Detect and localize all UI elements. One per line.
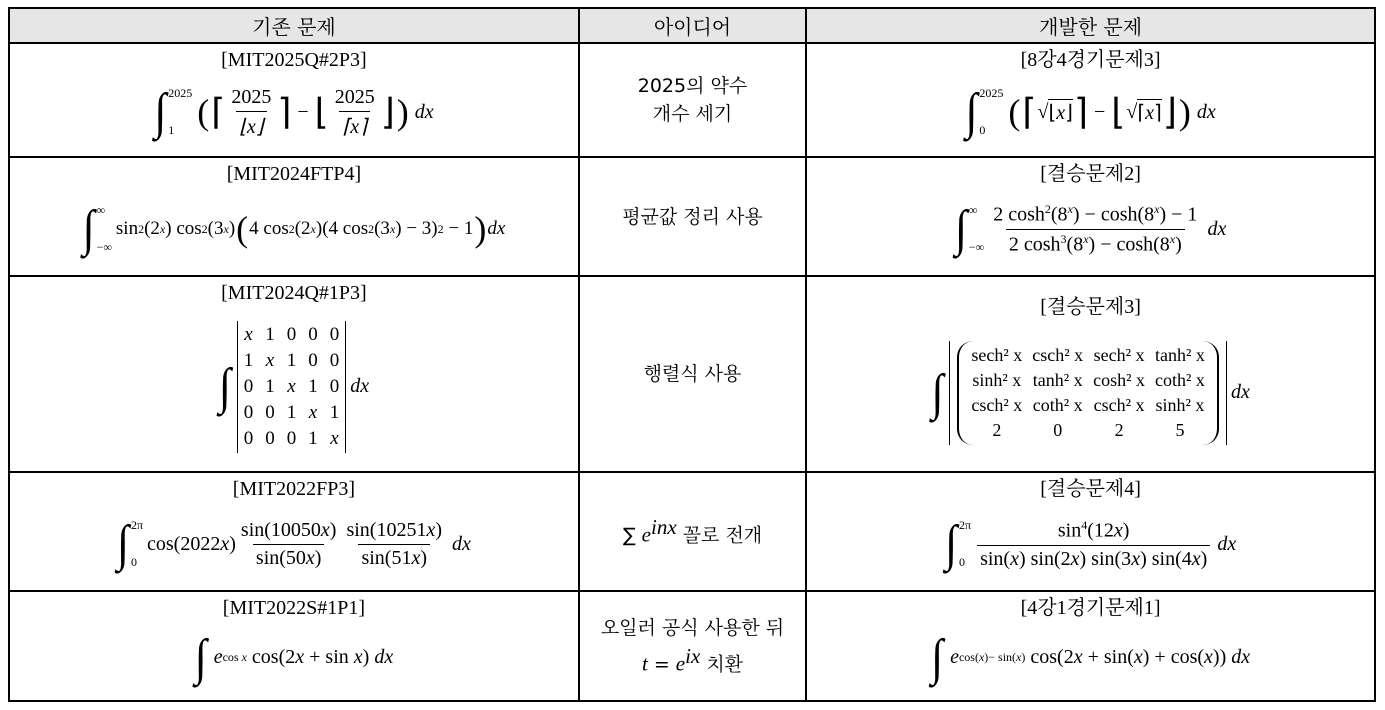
- matrix-cell: 2: [1114, 419, 1124, 440]
- matrix-cell: x: [287, 375, 296, 397]
- idea-line: $t = e^{ix}$ 치환: [641, 643, 744, 675]
- matrix-cell: 1: [286, 401, 297, 423]
- matrix-cell: 0: [265, 401, 275, 423]
- matrix-cell: 0: [243, 401, 254, 423]
- matrix-cell: 5: [1175, 419, 1185, 440]
- table-row: [9, 472, 1375, 590]
- matrix-cell: 0: [329, 349, 340, 371]
- source-label: [MIT2022S#1P1]: [222, 596, 366, 619]
- developed-cell: [806, 472, 1375, 590]
- matrix-cell: 0: [243, 375, 254, 397]
- matrix-cell: 0: [243, 427, 254, 449]
- hyperbolic-matrix: [957, 341, 1219, 445]
- source-formula: ∫ e cos x cos(2 x + sin x ) dx: [194, 628, 394, 686]
- matrix-cell: sinh² x: [1155, 394, 1205, 415]
- idea-line: 2025의 약수: [637, 75, 748, 98]
- developed-label: [결승문제2]: [1040, 163, 1141, 186]
- source-cell: [9, 472, 579, 590]
- matrix-cell: 1: [243, 349, 254, 371]
- source-formula: ∫ ∞ −∞ sin 2 (2 x ) cos 2 (3 x ) ( 4 cos 2 (2 x )(4 cos 2 (3 x ) − 3) 2 − 1 ) dx: [82, 200, 506, 258]
- matrix-cell: 0: [286, 323, 297, 345]
- matrix-cell: csch² x: [1093, 394, 1145, 415]
- matrix-cell: coth² x: [1032, 394, 1083, 415]
- matrix-cell: 1: [265, 375, 275, 397]
- matrix-cell: tanh² x: [1032, 369, 1083, 390]
- idea-cell: [579, 591, 806, 701]
- developed-formula: ∫ sech² x csch² x sech² x tanh² x sinh² x tanh² x cosh² x coth² x csch² x coth² x csch² x sinh² x 2 0 2 5 dx: [807, 319, 1374, 467]
- matrix-cell: tanh² x: [1155, 344, 1205, 365]
- idea-line: 개수 세기: [652, 103, 733, 126]
- developed-cell: [806, 157, 1375, 275]
- matrix-cell: sech² x: [971, 344, 1023, 365]
- table-row: [9, 157, 1375, 275]
- matrix-cell: 0: [308, 323, 318, 345]
- matrix-cell: 0: [329, 375, 340, 397]
- developed-formula: ∫ ∞ −∞ $\frac{2 \cosh^2(8^x) - \cosh(8^x) - 1}{2 \cosh^3(8^x) - \cosh(8^x)}$ dx: [954, 200, 1227, 258]
- matrix-cell: 1: [329, 401, 340, 423]
- idea-line: ∑ $e^{inx}$ 꼴로 전개: [622, 515, 763, 547]
- developed-cell: [806, 276, 1375, 473]
- matrix-cell: 0: [286, 427, 297, 449]
- header-row: [9, 8, 1375, 43]
- idea-cell: [579, 276, 806, 473]
- matrix-cell: coth² x: [1155, 369, 1205, 390]
- source-cell: [9, 43, 579, 157]
- developed-formula: ∫ 2π 0 $\frac{\sin^4(12x)}{\sin(x) \sin(2x) \sin(3x) \sin(4x)}$ dx: [944, 515, 1237, 572]
- developed-label: [결승문제4]: [1040, 478, 1141, 501]
- source-cell: [9, 157, 579, 275]
- matrix-cell: csch² x: [1032, 344, 1084, 365]
- matrix-cell: cosh² x: [1093, 369, 1146, 390]
- matrix-cell: 0: [308, 349, 318, 371]
- matrix-cell: sech² x: [1093, 344, 1145, 365]
- table-row: [9, 591, 1375, 701]
- developed-label: [결승문제3]: [1040, 295, 1141, 318]
- header-developed: 개발한 문제: [806, 8, 1375, 43]
- developed-formula: ∫ e cos(x)− sin(x) cos(2 x + sin( x ) + cos( x )) dx: [931, 628, 1251, 686]
- source-label: [MIT2024FTP4]: [226, 163, 362, 186]
- developed-cell: [806, 43, 1375, 157]
- matrix-cell: sinh² x: [972, 369, 1022, 390]
- idea-line: 행렬식 사용: [643, 363, 742, 386]
- matrix-cell: 0: [329, 323, 340, 345]
- matrix-cell: x: [330, 427, 339, 449]
- matrix-cell: 0: [1053, 419, 1063, 440]
- matrix-cell: 1: [308, 375, 318, 397]
- matrix-cell: csch² x: [971, 394, 1023, 415]
- matrix-cell: 1: [286, 349, 297, 371]
- problem-table: [8, 7, 1376, 702]
- developed-formula: ∫ 2025 0 ( ⌈ √ ⌊x⌋ ⌉ − ⌊ √ ⌈x⌉ ⌋ ) dx: [965, 83, 1216, 140]
- header-idea: 아이디어: [579, 8, 806, 43]
- developed-label: [8강4경기문제3]: [1020, 49, 1161, 72]
- source-formula: ∫ 2025 1 ( ⌈ $\frac{2025}{⌊x⌋}$ ⌉ − ⌊ $\frac{2025}{⌈x⌉}$ ⌋ ) dx: [154, 83, 434, 140]
- source-label: [MIT2025Q#2P3]: [221, 49, 367, 72]
- developed-cell: [806, 591, 1375, 701]
- idea-line: 오일러 공식 사용한 뒤: [600, 616, 785, 639]
- matrix-cell: x: [244, 323, 253, 345]
- source-cell: [9, 276, 579, 473]
- matrix-cell: 1: [265, 323, 275, 345]
- idea-cell: [579, 157, 806, 275]
- source-formula: ∫ 2π 0 cos(2022 x ) $\frac{\sin(10050x)}{\sin(50x)}$ $\frac{\sin(10251x)}{\sin(51x)}$ dx: [116, 515, 471, 572]
- idea-line: 평균값 정리 사용: [622, 205, 763, 228]
- determinant-matrix: [237, 321, 347, 453]
- table-row: [9, 276, 1375, 473]
- developed-label: [4강1경기문제1]: [1020, 596, 1161, 619]
- header-original: 기존 문제: [9, 8, 579, 43]
- table-row: [9, 43, 1375, 157]
- matrix-cell: x: [308, 401, 318, 423]
- source-label: [MIT2022FP3]: [232, 478, 356, 501]
- matrix-cell: 2: [992, 419, 1002, 440]
- idea-cell: [579, 472, 806, 590]
- source-formula: ∫ x 1 0 0 0 1 x 1 0 0 0 1 x 1 0 0 0 1 x 1 0 0 0 1 x dx: [10, 305, 578, 469]
- source-cell: [9, 591, 579, 701]
- matrix-cell: x: [265, 349, 275, 371]
- source-label: [MIT2024Q#1P3]: [221, 281, 367, 304]
- matrix-cell: 1: [308, 427, 318, 449]
- matrix-cell: 0: [265, 427, 275, 449]
- idea-cell: [579, 43, 806, 157]
